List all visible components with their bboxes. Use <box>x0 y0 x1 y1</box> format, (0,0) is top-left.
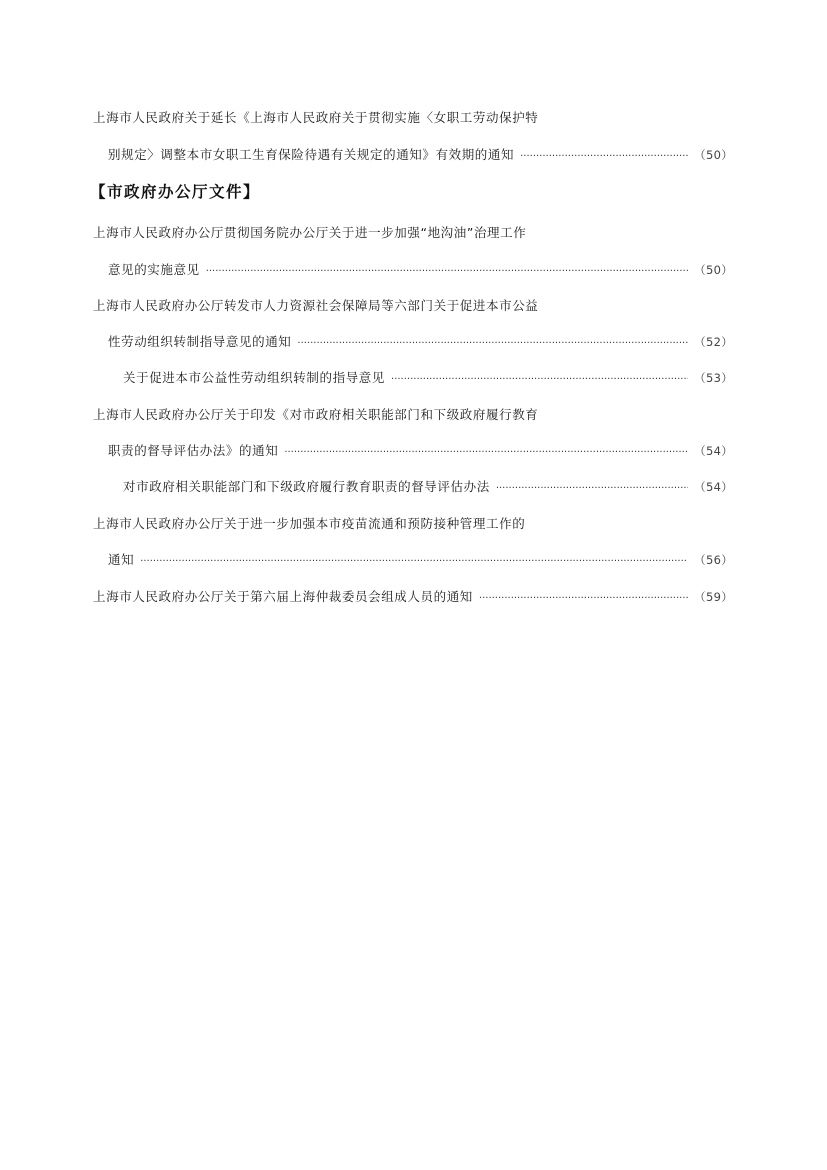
toc-entry-text: 通知 <box>108 552 135 567</box>
toc-entry-text: 上海市人民政府办公厅关于印发《对市政府相关职能部门和下级政府履行教育 <box>93 407 539 422</box>
toc-entry-text: 别规定〉调整本市女职工生育保险待遇有关规定的通知》有效期的通知 <box>108 147 515 162</box>
toc-entry-text: 性劳动组织转制指导意见的通知 <box>108 334 292 349</box>
toc-entry-text: 上海市人民政府办公厅关于进一步加强本市疫苗流通和预防接种管理工作的 <box>93 516 526 531</box>
page-number: （53） <box>694 371 733 385</box>
section-heading: 【市政府办公厅文件】 <box>90 182 261 201</box>
dot-leader <box>520 149 688 165</box>
toc-entry-3-sub[interactable] <box>123 370 733 388</box>
toc-entry-4-sub[interactable] <box>123 479 733 497</box>
dot-leader <box>206 264 688 280</box>
toc-entry-5-title-line-1[interactable] <box>93 516 733 532</box>
dot-leader <box>496 481 688 497</box>
page-number: （50） <box>694 148 733 162</box>
dot-leader <box>284 445 688 461</box>
toc-entry-text: 对市政府相关职能部门和下级政府履行教育职责的督导评估办法 <box>123 479 490 494</box>
toc-entry-text: 上海市人民政府办公厅贯彻国务院办公厅关于进一步加强“地沟油”治理工作 <box>93 225 527 240</box>
dot-leader <box>140 554 688 570</box>
page-number: （54） <box>694 444 733 458</box>
page-number: （56） <box>694 553 733 567</box>
toc-entry-4-title-line-2[interactable] <box>108 443 733 461</box>
toc-entry-2-title-line-2[interactable] <box>108 262 733 280</box>
toc-entry-text: 上海市人民政府关于延长《上海市人民政府关于贯彻实施〈女职工劳动保护特 <box>93 110 539 125</box>
page-number: （59） <box>694 590 733 604</box>
toc-entry-text: 关于促进本市公益性劳动组织转制的指导意见 <box>123 370 386 385</box>
toc-entry-3-title-line-1[interactable] <box>93 298 733 314</box>
toc-entry-text: 意见的实施意见 <box>108 262 200 277</box>
toc-entry-1-title-line-1[interactable] <box>93 110 733 126</box>
toc-entry-4-title-line-1[interactable] <box>93 407 733 423</box>
toc-entry-5-title-line-2[interactable] <box>108 552 733 570</box>
toc-entry-1-title-line-2[interactable] <box>108 147 733 165</box>
toc-entry-text: 职责的督导评估办法》的通知 <box>108 443 279 458</box>
toc-entry-3-title-line-2[interactable] <box>108 334 733 352</box>
page-number: （54） <box>694 480 733 494</box>
toc-entry-text: 上海市人民政府办公厅关于第六届上海仲裁委员会组成人员的通知 <box>93 589 473 604</box>
toc-entry-text: 上海市人民政府办公厅转发市人力资源社会保障局等六部门关于促进本市公益 <box>93 298 539 313</box>
page-number: （52） <box>694 335 733 349</box>
toc-entry-2-title-line-1[interactable] <box>93 225 733 241</box>
dot-leader <box>391 372 688 388</box>
page-number: （50） <box>694 263 733 277</box>
toc-entry-6[interactable] <box>93 589 733 607</box>
dot-leader <box>297 336 688 352</box>
dot-leader <box>479 591 688 607</box>
